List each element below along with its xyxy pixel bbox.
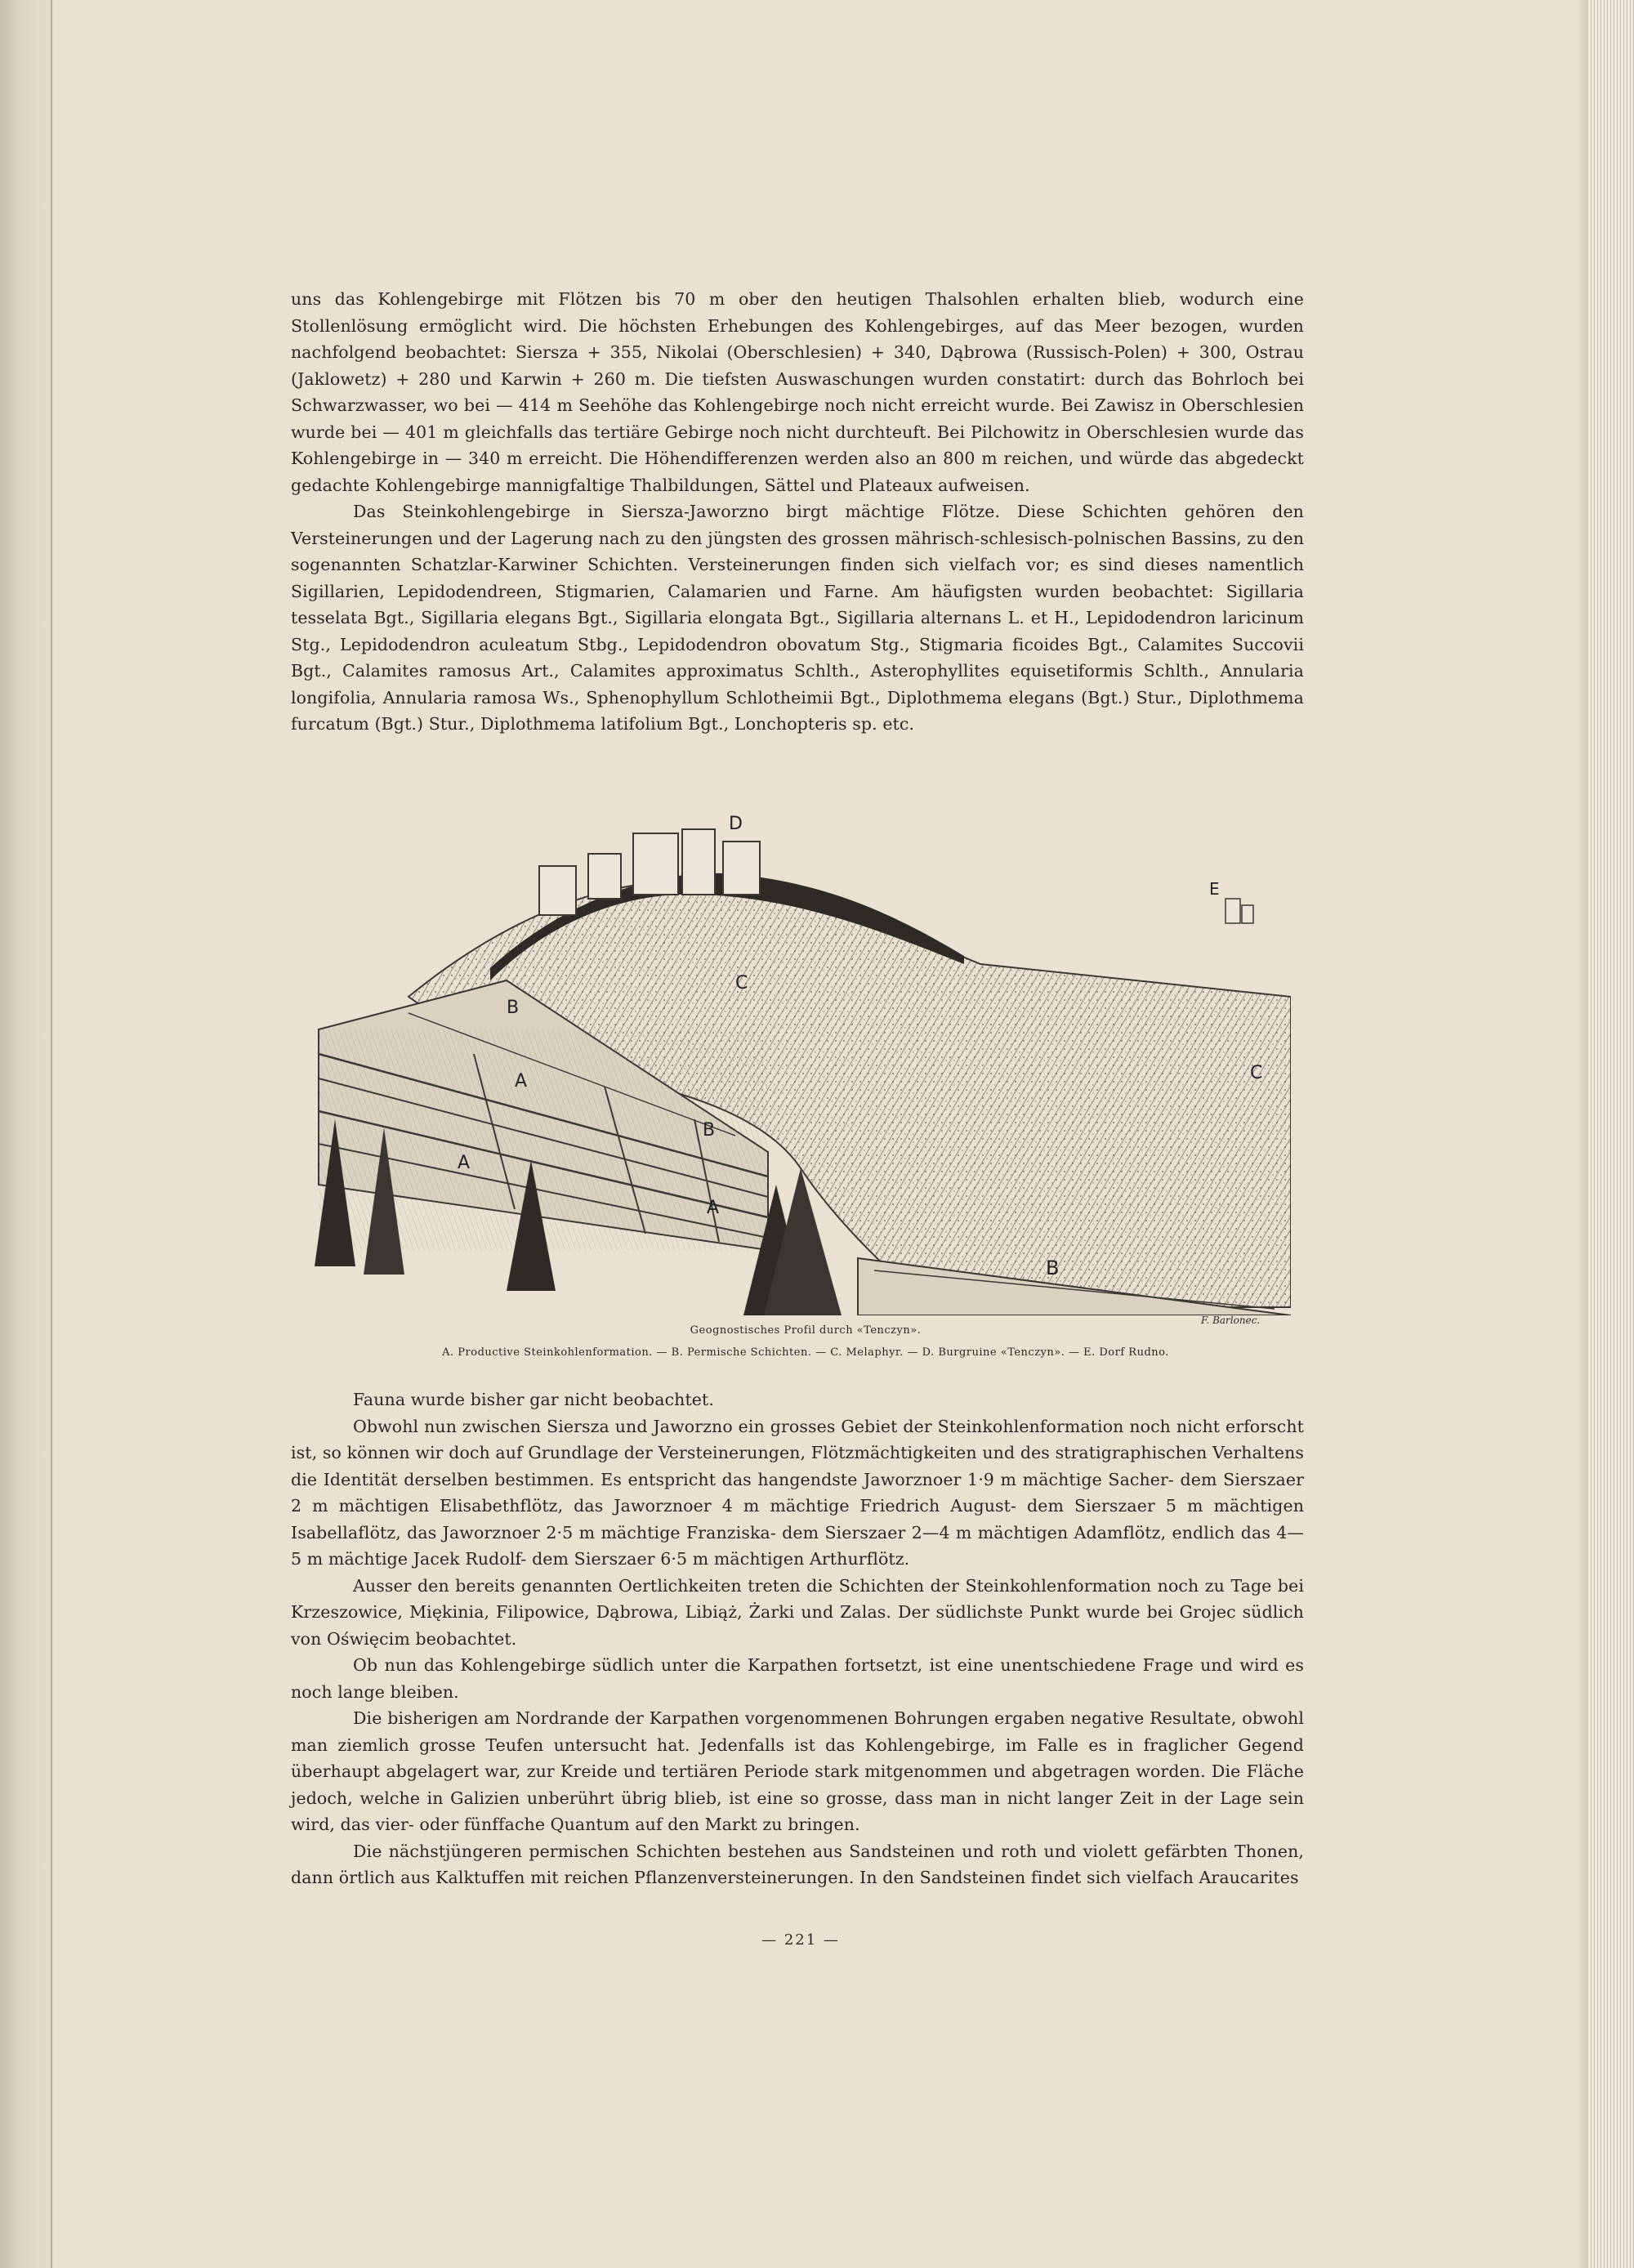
- engraver-signature: F. Barlonec.: [1201, 1315, 1261, 1326]
- paragraph-5: Ausser den bereits genannten Oertlichkeiten treten die Schichten der Steinkohlenformation noch zu Tage bei Krzeszowice, Miękinia, Filipowice, Dąbrowa, Libiąż, Żarki und Zalas. Der südlichste Punkt wurde bei Grojec südlich von Oświęcim beobachtet.: [291, 1575, 1304, 1649]
- label-b-left: B: [507, 998, 520, 1018]
- figure-caption-title: Geognostisches Profil durch «Tenczyn».: [690, 1324, 922, 1337]
- figure-caption-legend: A. Productive Steinkohlenformation. — B. Permische Schichten. — C. Melaphyr. — D. Burgruine «Tenczyn». — E. Dorf Rudno.: [442, 1346, 1169, 1359]
- label-a-upper: A: [515, 1071, 528, 1092]
- paragraph-3: Fauna wurde bisher gar nicht beobachtet.: [353, 1390, 714, 1409]
- upper-text-block: [291, 286, 1304, 738]
- paragraph-7: Die bisherigen am Nordrande der Karpathen vorgenommenen Bohrungen ergaben negative Resultate, obwohl man ziemlich grosse Teufen untersucht hat. Jedenfalls ist das Kohlengebirge, im Falle es in fraglicher Gegend überhaupt abgelagert war, zur Kreide und tertiären Periode stark mitgenommen und abgetragen worden. Die Fläche jedoch, welche in Galizien unberührt übrig blieb, ist eine so grosse, dass man in nicht langer Zeit in der Lage sein wird, das vier- oder fünffache Quantum auf den Markt zu bringen.: [291, 1708, 1304, 1834]
- page-edge: [1588, 0, 1634, 2268]
- binding-gutter: [0, 0, 54, 2268]
- paragraph-2: Das Steinkohlengebirge in Siersza-Jaworzno birgt mächtige Flötze. Diese Schichten gehören den Versteinerungen und der Lagerung nach zu den jüngsten des grossen mährisch-schlesisch-polnischen Bassins, zu den sogenannten Schatzlar-Karwiner Schichten. Versteinerungen finden sich vielfach vor; es sind dieses namentlich Sigillarien, Lepidodendreen, Stigmarien, Calamarien und Farne. Am häufigsten wurden beobachtet: Sigillaria tesselata Bgt., Sigillaria elegans Bgt., Sigillaria elongata Bgt., Sigillaria alternans L. et H., Lepidodendron laricinum Stg., Lepidodendron aculeatum Stbg., Lepidodendron obovatum Stg., Stigmaria ficoides Bgt., Calamites Succovii Bgt., Calamites ramosus Art., Calamites approximatus Schlth., Asterophyllites equisetiformis Schlth., Annularia longifolia, Annularia ramosa Ws., Sphenophyllum Schlotheimii Bgt., Diplothmema elegans (Bgt.) Stur., Diplothmema furcatum (Bgt.) Stur., Diplothmema latifolium Bgt., Lonchopteris sp. etc.: [291, 502, 1304, 734]
- geological-profile-figure: [310, 809, 1291, 1373]
- label-c-right: C: [1250, 1063, 1263, 1083]
- label-b-center: B: [703, 1120, 716, 1141]
- paragraph-6: Ob nun das Kohlengebirge südlich unter die Karpathen fortsetzt, ist eine unentschiedene Frage und wird es noch lange bleiben.: [291, 1655, 1304, 1702]
- label-e: E: [1209, 879, 1220, 899]
- label-c-upper: C: [735, 973, 748, 993]
- page-edge-shadow: [1577, 0, 1588, 2268]
- village-e: [1226, 899, 1253, 923]
- label-a-center: A: [707, 1198, 720, 1218]
- binding-line: [51, 0, 52, 2268]
- paragraph-8: Die nächstjüngeren permischen Schichten bestehen aus Sandsteinen und roth und violett gefärbten Thonen, dann örtlich aus Kalktuffen mit reichen Pflanzenversteinerungen. In den Sandsteinen findet sich vielfach Araucarites: [291, 1841, 1304, 1887]
- label-a-left: A: [458, 1153, 471, 1173]
- paragraph-4: Obwohl nun zwischen Siersza und Jaworzno ein grosses Gebiet der Steinkohlenformation noch nicht erforscht ist, so können wir doch auf Grundlage der Versteinerungen, Flötzmächtigkeiten und des stratigraphischen Verhaltens die Identität derselben bestimmen. Es entspricht das hangendste Jaworznoer 1·9 m mächtige Sacher- dem Sierszaer 2 m mächtigen Elisabethflötz, das Jaworznoer 4 m mächtige Friedrich August- dem Sierszaer 5 m mächtigen Isabellaflötz, das Jaworznoer 2·5 m mächtige Franziska- dem Sierszaer 2—4 m mächtigen Adamflötz, endlich das 4—5 m mächtige Jacek Rudolf- dem Sierszaer 6·5 m mächtigen Arthurflötz.: [291, 1416, 1304, 1569]
- page-number: — 221 —: [761, 1931, 840, 1949]
- label-d: D: [729, 814, 743, 834]
- profile-engraving: [310, 809, 1291, 1315]
- paragraph-1: uns das Kohlengebirge mit Flötzen bis 70 m ober den heutigen Thalsohlen erhalten blieb, wodurch eine Stollenlösung ermöglicht wird. Die höchsten Erhebungen des Kohlengebirges, auf das Meer bezogen, wurden nachfolgend beobachtet: Siersza + 355, Nikolai (Oberschlesien) + 340, Dąbrowa (Russisch-Polen) + 300, Ostrau (Jaklowetz) + 280 und Karwin + 260 m. Die tiefsten Auswaschungen wurden constatirt: durch das Bohrloch bei Schwarzwasser, wo bei — 414 m Seehöhe das Kohlengebirge noch nicht erreicht wurde. Bei Zawisz in Oberschlesien wurde bei — 401 m gleichfalls das tertiäre Gebirge noch nicht durchteuft. Bei Pilchowitz in Oberschlesien wurde das Kohlengebirge in — 340 m erreicht. Die Höhendifferenzen werden also an 800 m reichen, und würde das abgedeckt gedachte Kohlengebirge mannigfaltige Thalbildungen, Sättel und Plateaux aufweisen.: [291, 289, 1304, 495]
- label-b-right: B: [1046, 1257, 1060, 1279]
- lower-text-block: [291, 1386, 1304, 1891]
